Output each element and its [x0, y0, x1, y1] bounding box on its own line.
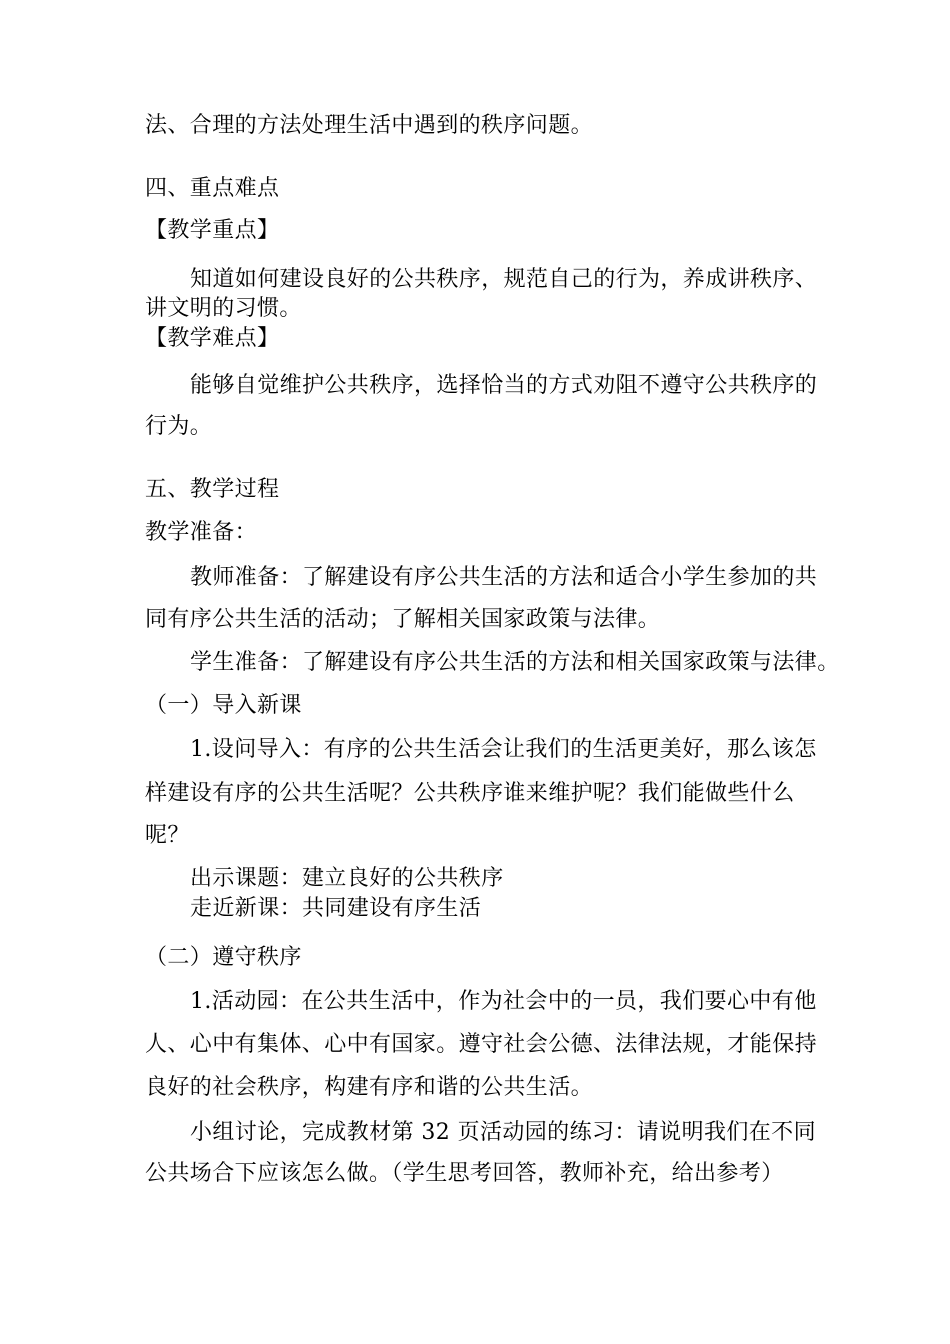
text-line: 走近新课：共同建设有序生活 [190, 896, 482, 921]
subheading: （二）遵守秩序 [145, 945, 302, 970]
text-line: 能够自觉维护公共秩序，选择恰当的方式劝阻不遵守公共秩序的 [190, 373, 818, 398]
text-line: 教师准备：了解建设有序公共生活的方法和适合小学生参加的共 [190, 565, 818, 590]
text-line: 样建设有序的公共生活呢？公共秩序谁来维护呢？我们能做些什么 [145, 781, 795, 806]
text-line: 小组讨论，完成教材第 32 页活动园的练习：请说明我们在不同 [190, 1120, 816, 1145]
text-line: 人、心中有集体、心中有国家。遵守社会公德、法律法规，才能保持 [145, 1032, 818, 1057]
text-line: 呢？ [145, 823, 190, 848]
section-heading: 五、教学过程 [145, 477, 280, 502]
text-line: 学生准备：了解建设有序公共生活的方法和相关国家政策与法律。 [190, 650, 840, 675]
text-line: 良好的社会秩序，构建有序和谐的公共生活。 [145, 1075, 594, 1100]
text-line: 讲文明的习惯。 [145, 296, 302, 321]
text-line: 1.设问导入：有序的公共生活会让我们的生活更美好，那么该怎 [190, 737, 817, 762]
text-line: 教学准备： [145, 520, 258, 545]
subheading: 【教学重点】 [145, 218, 280, 243]
subheading: 【教学难点】 [145, 326, 280, 351]
text-line: 出示课题：建立良好的公共秩序 [190, 866, 504, 891]
text-line: 公共场合下应该怎么做。（学生思考回答，教师补充，给出参考） [145, 1161, 784, 1186]
text-line: 知道如何建设良好的公共秩序，规范自己的行为，养成讲秩序、 [190, 267, 818, 292]
subheading: （一）导入新课 [145, 693, 302, 718]
section-heading: 四、重点难点 [145, 176, 280, 201]
text-line: 行为。 [145, 414, 213, 439]
text-line: 1.活动园：在公共生活中，作为社会中的一员，我们要心中有他 [190, 989, 817, 1014]
text-line: 法、合理的方法处理生活中遇到的秩序问题。 [145, 113, 594, 138]
text-line: 同有序公共生活的活动；了解相关国家政策与法律。 [145, 607, 661, 632]
